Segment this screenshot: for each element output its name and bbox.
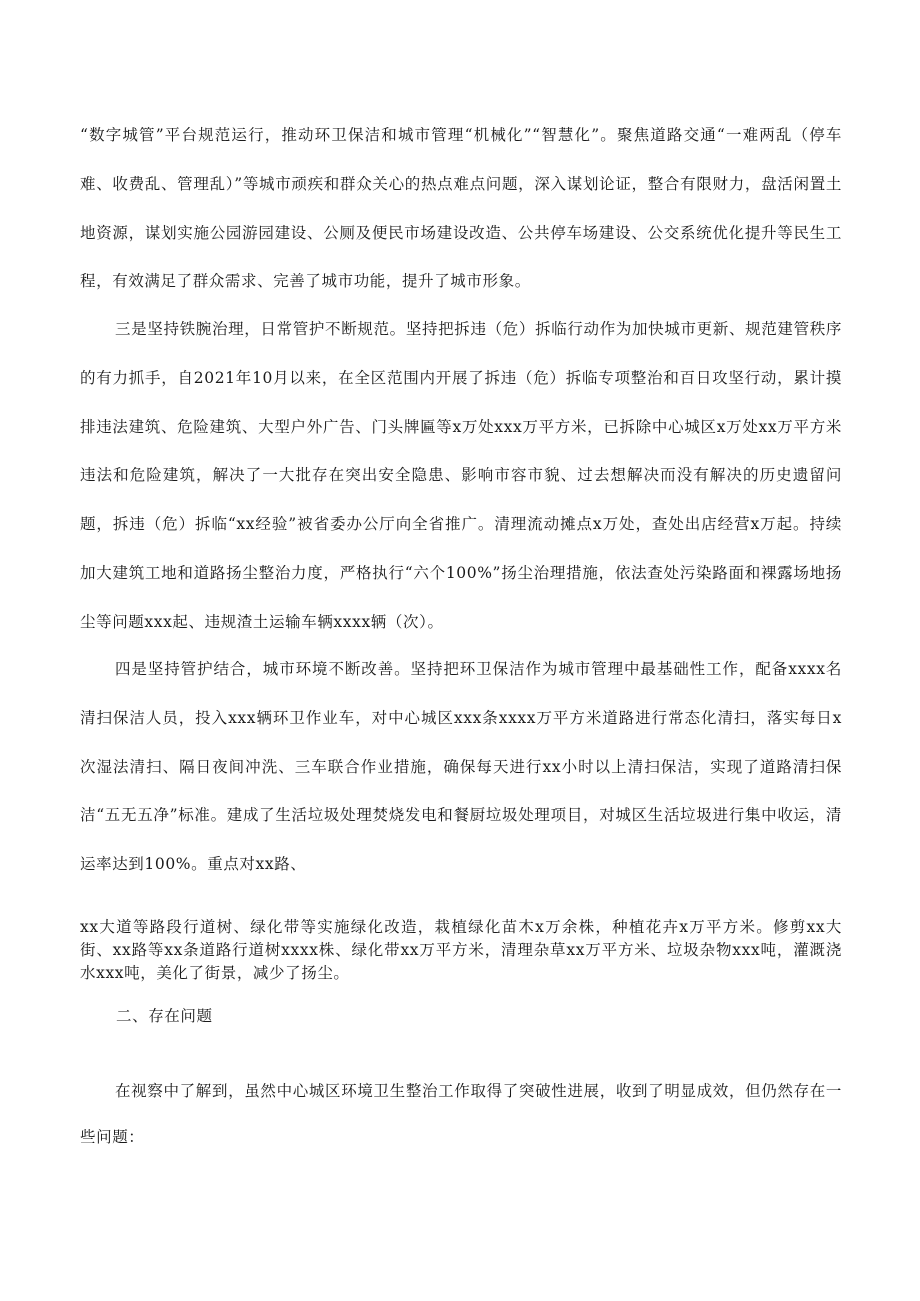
paragraph-management-and-maintenance: 四是坚持管护结合，城市环境不断改善。坚持把环卫保洁作为城市管理中最基础性工作，配备xxxx名清扫保洁人员，投入xxx辆环卫作业车，对中心城区xxx条xxxx万平方米道路进行常态化清扫，落实每日x次湿法清扫、隔日夜间冲洗、三车联合作业措施，确保每天进行xx小时以上清扫保洁，实现了道路清扫保洁“五无五净”标准。建成了生活垃圾处理焚烧发电和餐厨垃圾处理项目，对城区生活垃圾进行集中收运，清运率达到100%。重点对xx路、 [80, 660, 842, 874]
paragraph-inspection-findings: 在视察中了解到，虽然中心城区环境卫生整治工作取得了突破性进展，收到了明显成效，但仍然存在一些问题： [80, 1082, 842, 1146]
section-heading-existing-problems: 二、存在问题 [116, 1007, 213, 1025]
paragraph-digital-city-management: “数字城管”平台规范运行，推动环卫保洁和城市管理“机械化”“智慧化”。聚焦道路交通“一难两乱（停车难、收费乱、管理乱）”等城市顽疾和群众关心的热点难点问题，深入谋划论证，整合有限财力，盘活闲置土地资源，谋划实施公园游园建设、公厕及便民市场建设改造、公共停车场建设、公交系统优化提升等民生工程，有效满足了群众需求、完善了城市功能，提升了城市形象。 [80, 126, 842, 291]
paragraph-greening-renovation: xx大道等路段行道树、绿化带等实施绿化改造，栽植绿化苗木x万余株，种植花卉x万平方米。修剪xx大街、xx路等xx条道路行道树xxxx株、绿化带xx万平方米，清理杂草xx万平方米、垃圾杂物xxx吨，灌溉浇水xxx吨，美化了街景，减少了扬尘。 [80, 918, 842, 982]
paragraph-iron-fist-governance: 三是坚持铁腕治理，日常管护不断规范。坚持把拆违（危）拆临行动作为加快城市更新、规范建管秩序的有力抓手，自2021年10月以来，在全区范围内开展了拆违（危）拆临专项整治和百日攻坚行动，累计摸排违法建筑、危险建筑、大型户外广告、门头牌匾等x万处xxx万平方米，已拆除中心城区x万处xx万平方米违法和危险建筑，解决了一大批存在突出安全隐患、影响市容市貌、过去想解决而没有解决的历史遗留问题，拆违（危）拆临“xx经验”被省委办公厅向全省推广。清理流动摊点x万处，查处出店经营x万起。持续加大建筑工地和道路扬尘整治力度，严格执行“六个100%”扬尘治理措施，依法查处污染路面和裸露场地扬尘等问题xxx起、违规渣土运输车辆xxxx辆（次）。 [80, 320, 842, 631]
